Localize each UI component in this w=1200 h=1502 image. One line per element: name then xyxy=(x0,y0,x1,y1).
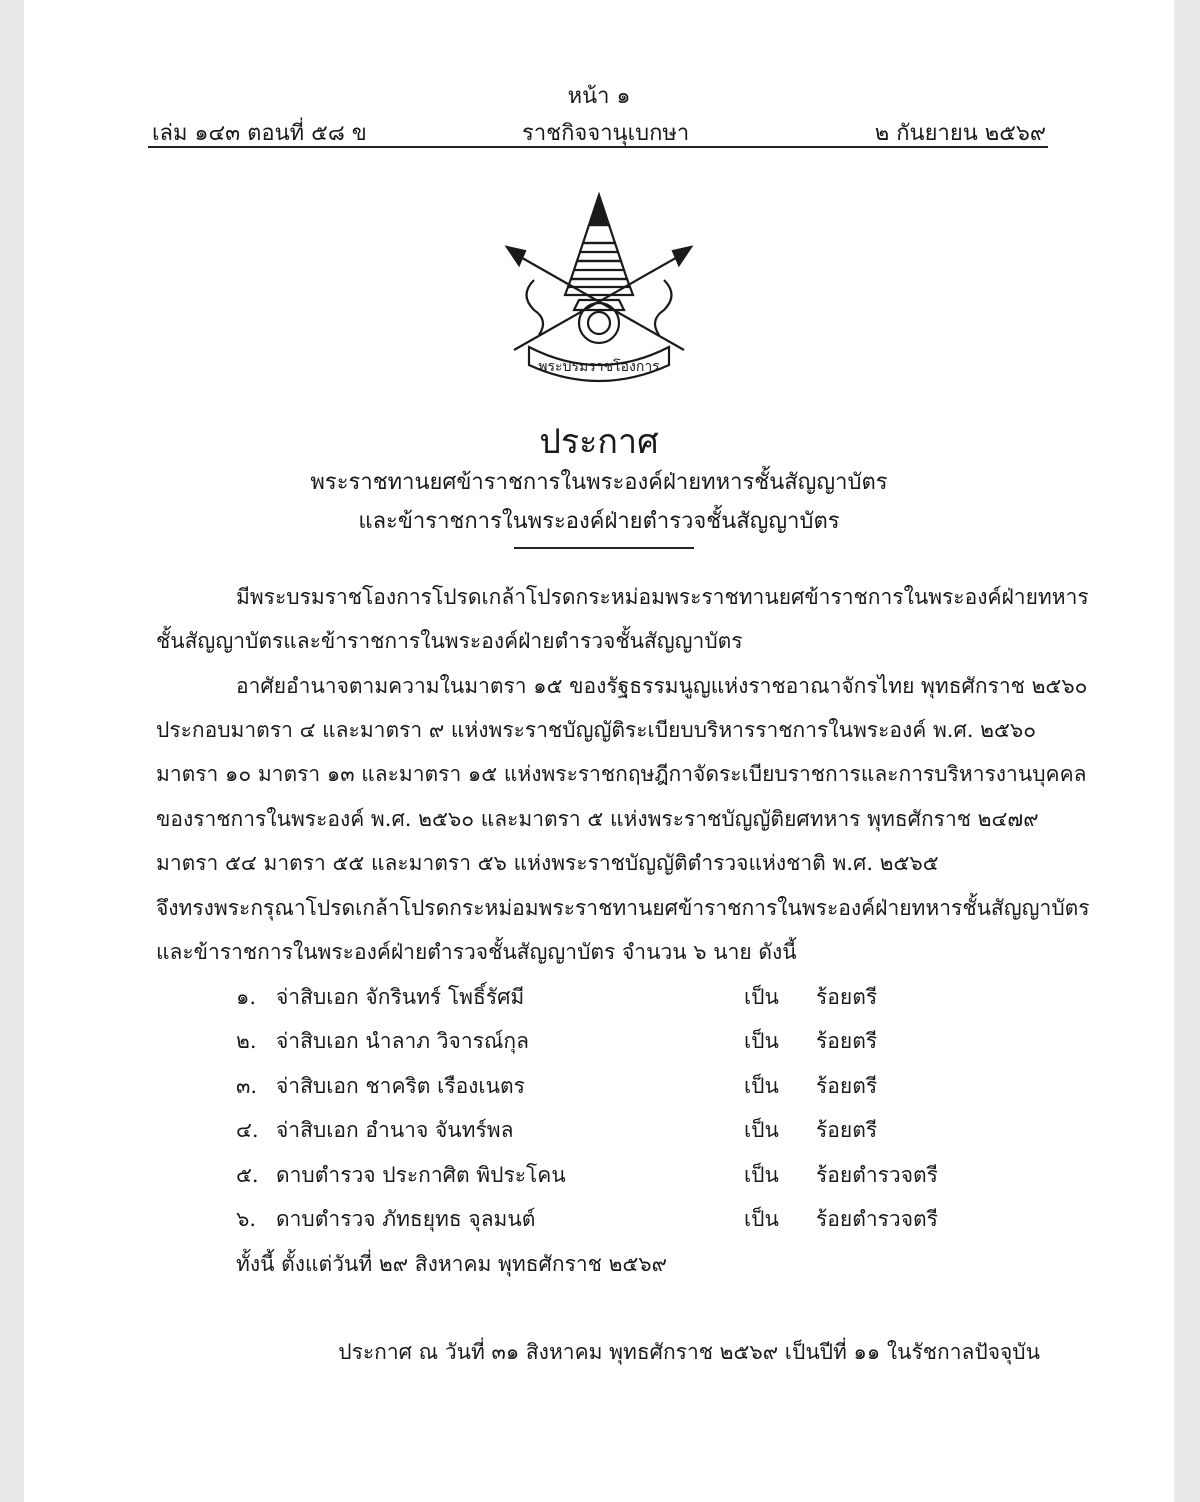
body-line: และข้าราชการในพระองค์ฝ่ายตำรวจชั้นสัญญาบัตร จำนวน ๖ นาย ดังนี้ xyxy=(156,940,797,964)
appointee-as: เป็น xyxy=(744,1118,779,1142)
appointee-as: เป็น xyxy=(744,1207,779,1231)
body-line: มาตรา ๕๔ มาตรา ๕๕ และมาตรา ๕๖ แห่งพระราชบัญญัติตำรวจแห่งชาติ พ.ศ. ๒๕๖๕ xyxy=(156,851,939,875)
appointee-number: ๖. xyxy=(236,1207,257,1231)
title-rule xyxy=(514,547,694,549)
appointee-number: ๓. xyxy=(236,1074,258,1098)
appointee-rank: ร้อยตำรวจตรี xyxy=(816,1207,938,1231)
body-line: จึงทรงพระกรุณาโปรดเกล้าโปรดกระหม่อมพระราชทานยศข้าราชการในพระองค์ฝ่ายทหารชั้นสัญญาบัตร xyxy=(156,896,1090,920)
header-rule xyxy=(148,146,1048,148)
body-line: มีพระบรมราชโองการโปรดเกล้าโปรดกระหม่อมพระราชทานยศข้าราชการในพระองค์ฝ่ายทหาร xyxy=(236,585,1089,609)
announcement-title: ประกาศ xyxy=(539,422,659,462)
effective-date: ทั้งนี้ ตั้งแต่วันที่ ๒๙ สิงหาคม พุทธศักราช ๒๕๖๙ xyxy=(236,1252,668,1276)
appointee-number: ๕. xyxy=(236,1163,259,1187)
announcement-subtitle-2: และข้าราชการในพระองค์ฝ่ายตำรวจชั้นสัญญาบัตร xyxy=(358,509,840,534)
seal-banner-text: พระบรมราชโองการ xyxy=(538,359,660,375)
body-line: มาตรา ๑๐ มาตรา ๑๓ และมาตรา ๑๕ แห่งพระราชกฤษฎีกาจัดระเบียบราชการและการบริหารงานบุคคล xyxy=(156,762,1087,786)
volume-issue: เล่ม ๑๔๓ ตอนที่ ๕๘ ข xyxy=(152,121,367,146)
appointee-number: ๔. xyxy=(236,1118,259,1142)
announcement-subtitle-1: พระราชทานยศข้าราชการในพระองค์ฝ่ายทหารชั้นสัญญาบัตร xyxy=(310,470,888,495)
appointee-as: เป็น xyxy=(744,1074,779,1098)
appointee-name: ดาบตำรวจ ประกาศิต พิประโคน xyxy=(276,1163,566,1187)
appointee-rank: ร้อยตรี xyxy=(816,1029,878,1053)
page-number: หน้า ๑ xyxy=(567,84,631,109)
appointee-as: เป็น xyxy=(744,1163,779,1187)
body-line: ชั้นสัญญาบัตรและข้าราชการในพระองค์ฝ่ายตำรวจชั้นสัญญาบัตร xyxy=(156,629,743,653)
appointee-as: เป็น xyxy=(744,985,779,1009)
closing-statement: ประกาศ ณ วันที่ ๓๑ สิงหาคม พุทธศักราช ๒๕๖๙ เป็นปีที่ ๑๑ ในรัชกาลปัจจุบัน xyxy=(338,1340,1040,1364)
body-line: อาศัยอำนาจตามความในมาตรา ๑๕ ของรัฐธรรมนูญแห่งราชอาณาจักรไทย พุทธศักราช ๒๕๖๐ xyxy=(236,674,1088,698)
appointee-rank: ร้อยตรี xyxy=(816,1074,878,1098)
royal-seal-emblem xyxy=(479,185,719,385)
appointee-name: จ่าสิบเอก อำนาจ จันทร์พล xyxy=(276,1118,514,1142)
appointee-as: เป็น xyxy=(744,1029,779,1053)
appointee-name: จ่าสิบเอก ชาคริต เรืองเนตร xyxy=(276,1074,525,1098)
appointee-rank: ร้อยตรี xyxy=(816,1118,878,1142)
appointee-name: จ่าสิบเอก จักรินทร์ โพธิ์รัศมี xyxy=(276,985,525,1009)
appointee-number: ๑. xyxy=(236,985,257,1009)
appointee-rank: ร้อยตำรวจตรี xyxy=(816,1163,938,1187)
body-line: ของราชการในพระองค์ พ.ศ. ๒๕๖๐ และมาตรา ๕ แห่งพระราชบัญญัติยศทหาร พุทธศักราช ๒๔๗๙ xyxy=(156,807,1039,831)
gazette-page xyxy=(24,0,1174,1502)
appointee-number: ๒. xyxy=(236,1029,257,1053)
gazette-name: ราชกิจจานุเบกษา xyxy=(522,121,690,146)
appointee-rank: ร้อยตรี xyxy=(816,985,878,1009)
appointee-name: ดาบตำรวจ ภัทธยุทธ จุลมนต์ xyxy=(276,1207,536,1231)
issue-date: ๒ กันยายน ๒๕๖๙ xyxy=(874,121,1046,146)
body-line: ประกอบมาตรา ๔ และมาตรา ๙ แห่งพระราชบัญญัติระเบียบบริหารราชการในพระองค์ พ.ศ. ๒๕๖๐ xyxy=(156,718,1037,742)
appointee-name: จ่าสิบเอก นำลาภ วิจารณ์กุล xyxy=(276,1029,529,1053)
